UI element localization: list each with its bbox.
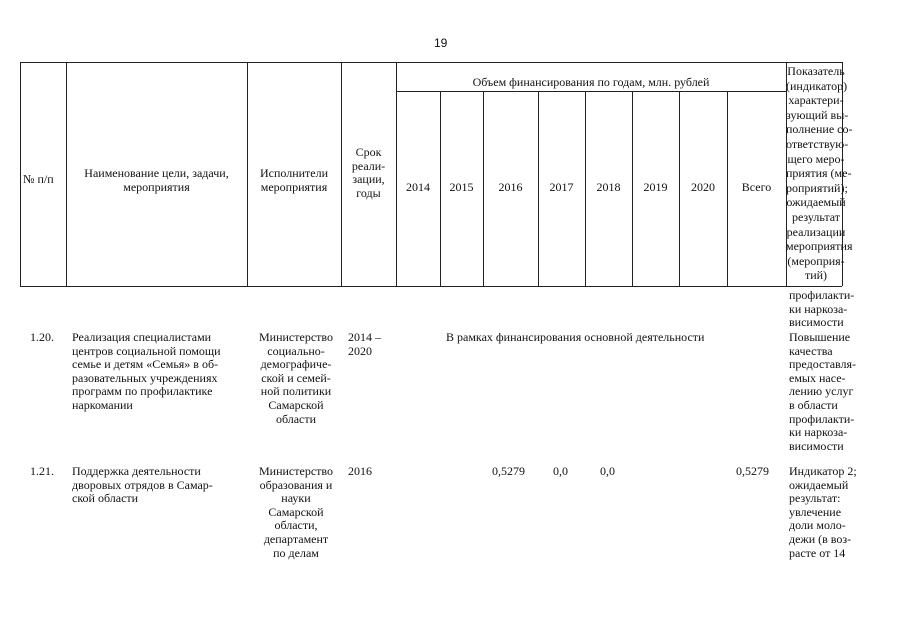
row-indicator-line: Индикатор 2; [789,464,857,478]
header-total: Всего [741,180,772,194]
header-col-executor [247,167,341,194]
row-name-line: Поддержка деятельности [72,464,201,478]
header-col-term-line: годы [356,185,381,200]
row-indicator-line: лению услуг [789,384,854,399]
header-col-number: № п/п [23,172,54,186]
header-col-indicator-line: тий) [804,268,828,283]
header-col-executor-line: Исполнители [259,166,329,180]
row-value-total: 0,5279 [736,464,769,478]
header-col-indicator-line: (мероприя- [787,253,845,268]
col-divider [20,62,21,286]
row-value-2018: 0,0 [600,464,615,478]
header-col-name-line: мероприятия [123,179,190,194]
row-name-line: программ по профилактике [72,384,213,399]
header-col-indicator-line: реализации [786,224,846,239]
header-col-name-line: Наименование цели, задачи, [84,166,229,180]
row-executor-line: области, [274,518,318,533]
row-executor-line: по делам [273,545,319,560]
row-indicator [789,465,857,560]
row-name [72,331,221,413]
header-col-term-line: реали- [351,158,386,173]
header-col-indicator-line: Показатель [787,64,845,78]
row-executor-line: департамент [263,531,329,546]
row-executor-line: науки [281,491,311,506]
row-name [72,465,213,506]
row-number: 1.21. [30,464,54,478]
row-indicator-line: расте от 14 [789,545,846,560]
row-indicator-line: висимости [789,438,844,453]
col-divider [396,62,397,286]
header-col-indicator-line: приятия (ме- [786,166,852,181]
row-name-line: центров социальной помощи [72,343,221,358]
row-name-line: ской области [72,491,139,506]
row-executor [247,331,345,426]
row-indicator [789,331,856,453]
header-col-term-line: зации, [352,172,385,187]
page-number: 19 [434,36,448,50]
row-name-line: Реализация специалистами [72,330,212,344]
row-executor-line: Министерство [259,330,333,344]
header-col-indicator-line: характери- [788,93,844,108]
header-col-executor-line: мероприятия [260,179,328,194]
header-col-indicator-line: мероприятия [786,239,853,254]
row-executor-line: области [275,411,317,426]
header-col-indicator-line: (индикатор) [786,78,848,93]
row-funding-note: В рамках финансирования основной деятельности [446,330,705,344]
row-indicator-line: результат: [789,491,841,506]
row-indicator-line: в области [789,397,838,412]
header-year-2017: 2017 [549,180,574,194]
row-indicator-line: емых насе- [789,370,846,385]
row-executor-line: образования и [259,477,333,492]
row-indicator-line: ки наркоза- [789,425,848,440]
header-col-term-line: Срок [355,145,382,159]
row-executor-line: социально- [267,343,325,358]
indicator-continuation [789,289,854,330]
row-executor-line: Министерство [259,464,333,478]
header-col-indicator-line: полнение со- [786,122,853,137]
row-indicator-line: предоставля- [789,357,857,372]
row-value-2016: 0,5279 [492,464,525,478]
row-indicator-line: ожидаемый [789,477,849,492]
indicator-continuation-line: ки наркоза- [789,301,848,316]
row-executor-line: демографиче- [260,357,332,372]
row-executor-line: Самарской [268,397,324,412]
row-indicator-line: доли моло- [789,518,846,533]
header-col-indicator-line: зующий вы- [786,107,849,122]
header-col-indicator-line: роприятий); [786,180,848,195]
header-year-2015: 2015 [449,180,474,194]
indicator-continuation-line: висимости [789,315,844,330]
header-col-indicator-line: ответствую- [786,136,849,151]
row-name-line: семье и детям «Семья» в об- [72,357,219,372]
header-col-indicator-line: результат [791,209,841,224]
row-indicator-line: увлечение [789,504,842,519]
header-year-2016: 2016 [498,180,523,194]
indicator-continuation-line: профилакти- [789,288,855,302]
header-col-indicator-line: щего меро- [787,151,845,166]
row-term: 2016 [348,464,372,478]
header-year-2014: 2014 [406,180,430,194]
row-executor-line: ской и семей- [261,370,331,385]
header-col-term [341,146,396,200]
row-value-2017: 0,0 [553,464,568,478]
row-name-line: наркомании [72,397,133,412]
row-executor-line: Самарской [268,504,324,519]
row-name-line: разовательных учреждениях [72,370,218,385]
table-top-border [20,62,842,63]
row-term-line: 2014 – [348,330,381,344]
row-indicator-line: дежи (в воз- [789,531,852,546]
header-col-indicator-line: ожидаемый [786,195,846,210]
header-funding-title: Объем финансирования по годам, млн. рублей [472,75,710,89]
row-term-line: 2020 [348,343,372,358]
row-executor-line: ной политики [260,384,332,399]
table-header-bottom-border [20,286,842,287]
row-executor [247,465,345,560]
row-term [348,331,381,358]
header-col-indicator [786,64,853,283]
row-number: 1.20. [30,330,54,344]
row-indicator-line: качества [789,343,833,358]
row-indicator-line: Повышение [789,330,851,344]
row-name-line: дворовых отрядов в Самар- [72,477,213,492]
row-indicator-line: профилакти- [789,411,855,426]
header-year-2018: 2018 [596,180,621,194]
header-year-2019: 2019 [643,180,668,194]
header-col-name [66,167,247,194]
header-year-2020: 2020 [691,180,715,194]
